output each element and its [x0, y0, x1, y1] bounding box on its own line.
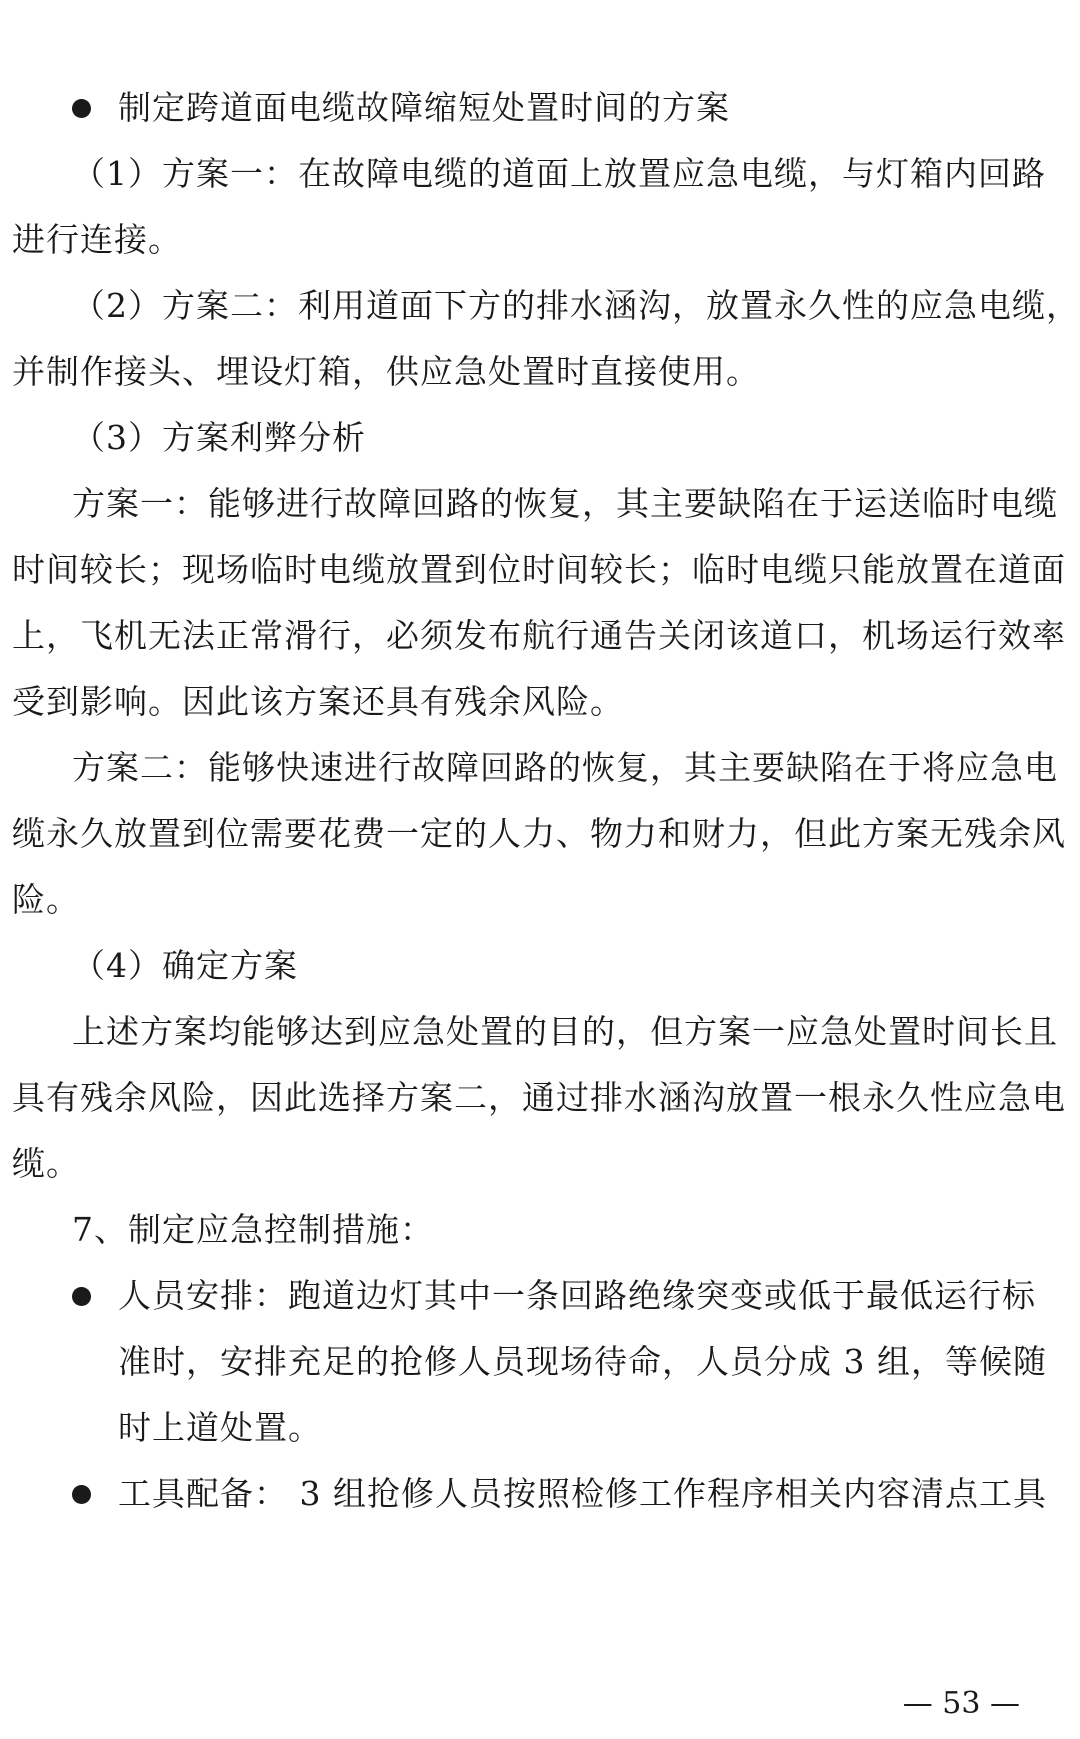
paragraph-line: 方案一：能够进行故障回路的恢复，其主要缺陷在于运送临时电缆 — [72, 484, 1058, 523]
paragraph-line: 方案二：能够快速进行故障回路的恢复，其主要缺陷在于将应急电 — [72, 748, 1058, 787]
paragraph-line: 时间较长；现场临时电缆放置到位时间较长；临时电缆只能放置在道面 — [12, 550, 1066, 589]
paragraph-line: 险。 — [12, 880, 80, 919]
bullet-line: 工具配备： 3 组抢修人员按照检修工作程序相关内容清点工具 — [118, 1474, 1047, 1513]
paragraph-line: 受到影响。因此该方案还具有残余风险。 — [12, 682, 624, 721]
paragraph-line: 并制作接头、埋设灯箱，供应急处置时直接使用。 — [12, 352, 760, 391]
page-number: — 53 — — [902, 1686, 1020, 1721]
bullet-line: 人员安排：跑道边灯其中一条回路绝缘突变或低于最低运行标 — [118, 1276, 1036, 1315]
paragraph-line: （2）方案二：利用道面下方的排水涵沟，放置永久性的应急电缆， — [72, 286, 1080, 325]
bullet-heading: 制定跨道面电缆故障缩短处置时间的方案 — [118, 88, 730, 127]
bullet-line: 时上道处置。 — [118, 1408, 322, 1447]
paragraph-line: 上述方案均能够达到应急处置的目的，但方案一应急处置时间长且 — [72, 1012, 1058, 1051]
bullet-icon — [72, 1485, 91, 1504]
paragraph-line: 缆。 — [12, 1144, 80, 1183]
paragraph-line: 上，飞机无法正常滑行，必须发布航行通告关闭该道口，机场运行效率 — [12, 616, 1066, 655]
sub-heading: （4）确定方案 — [72, 946, 298, 985]
paragraph-line: （1）方案一：在故障电缆的道面上放置应急电缆，与灯箱内回路 — [72, 154, 1046, 193]
sub-heading: （3）方案利弊分析 — [72, 418, 366, 457]
paragraph-line: 具有残余风险，因此选择方案二，通过排水涵沟放置一根永久性应急电 — [12, 1078, 1066, 1117]
bullet-icon — [72, 1287, 91, 1306]
bullet-icon — [72, 99, 91, 118]
paragraph-line: 缆永久放置到位需要花费一定的人力、物力和财力，但此方案无残余风 — [12, 814, 1066, 853]
section-heading: 7、制定应急控制措施： — [72, 1210, 434, 1249]
paragraph-line: 进行连接。 — [12, 220, 182, 259]
bullet-line: 准时，安排充足的抢修人员现场待命，人员分成 3 组，等候随 — [118, 1342, 1047, 1381]
